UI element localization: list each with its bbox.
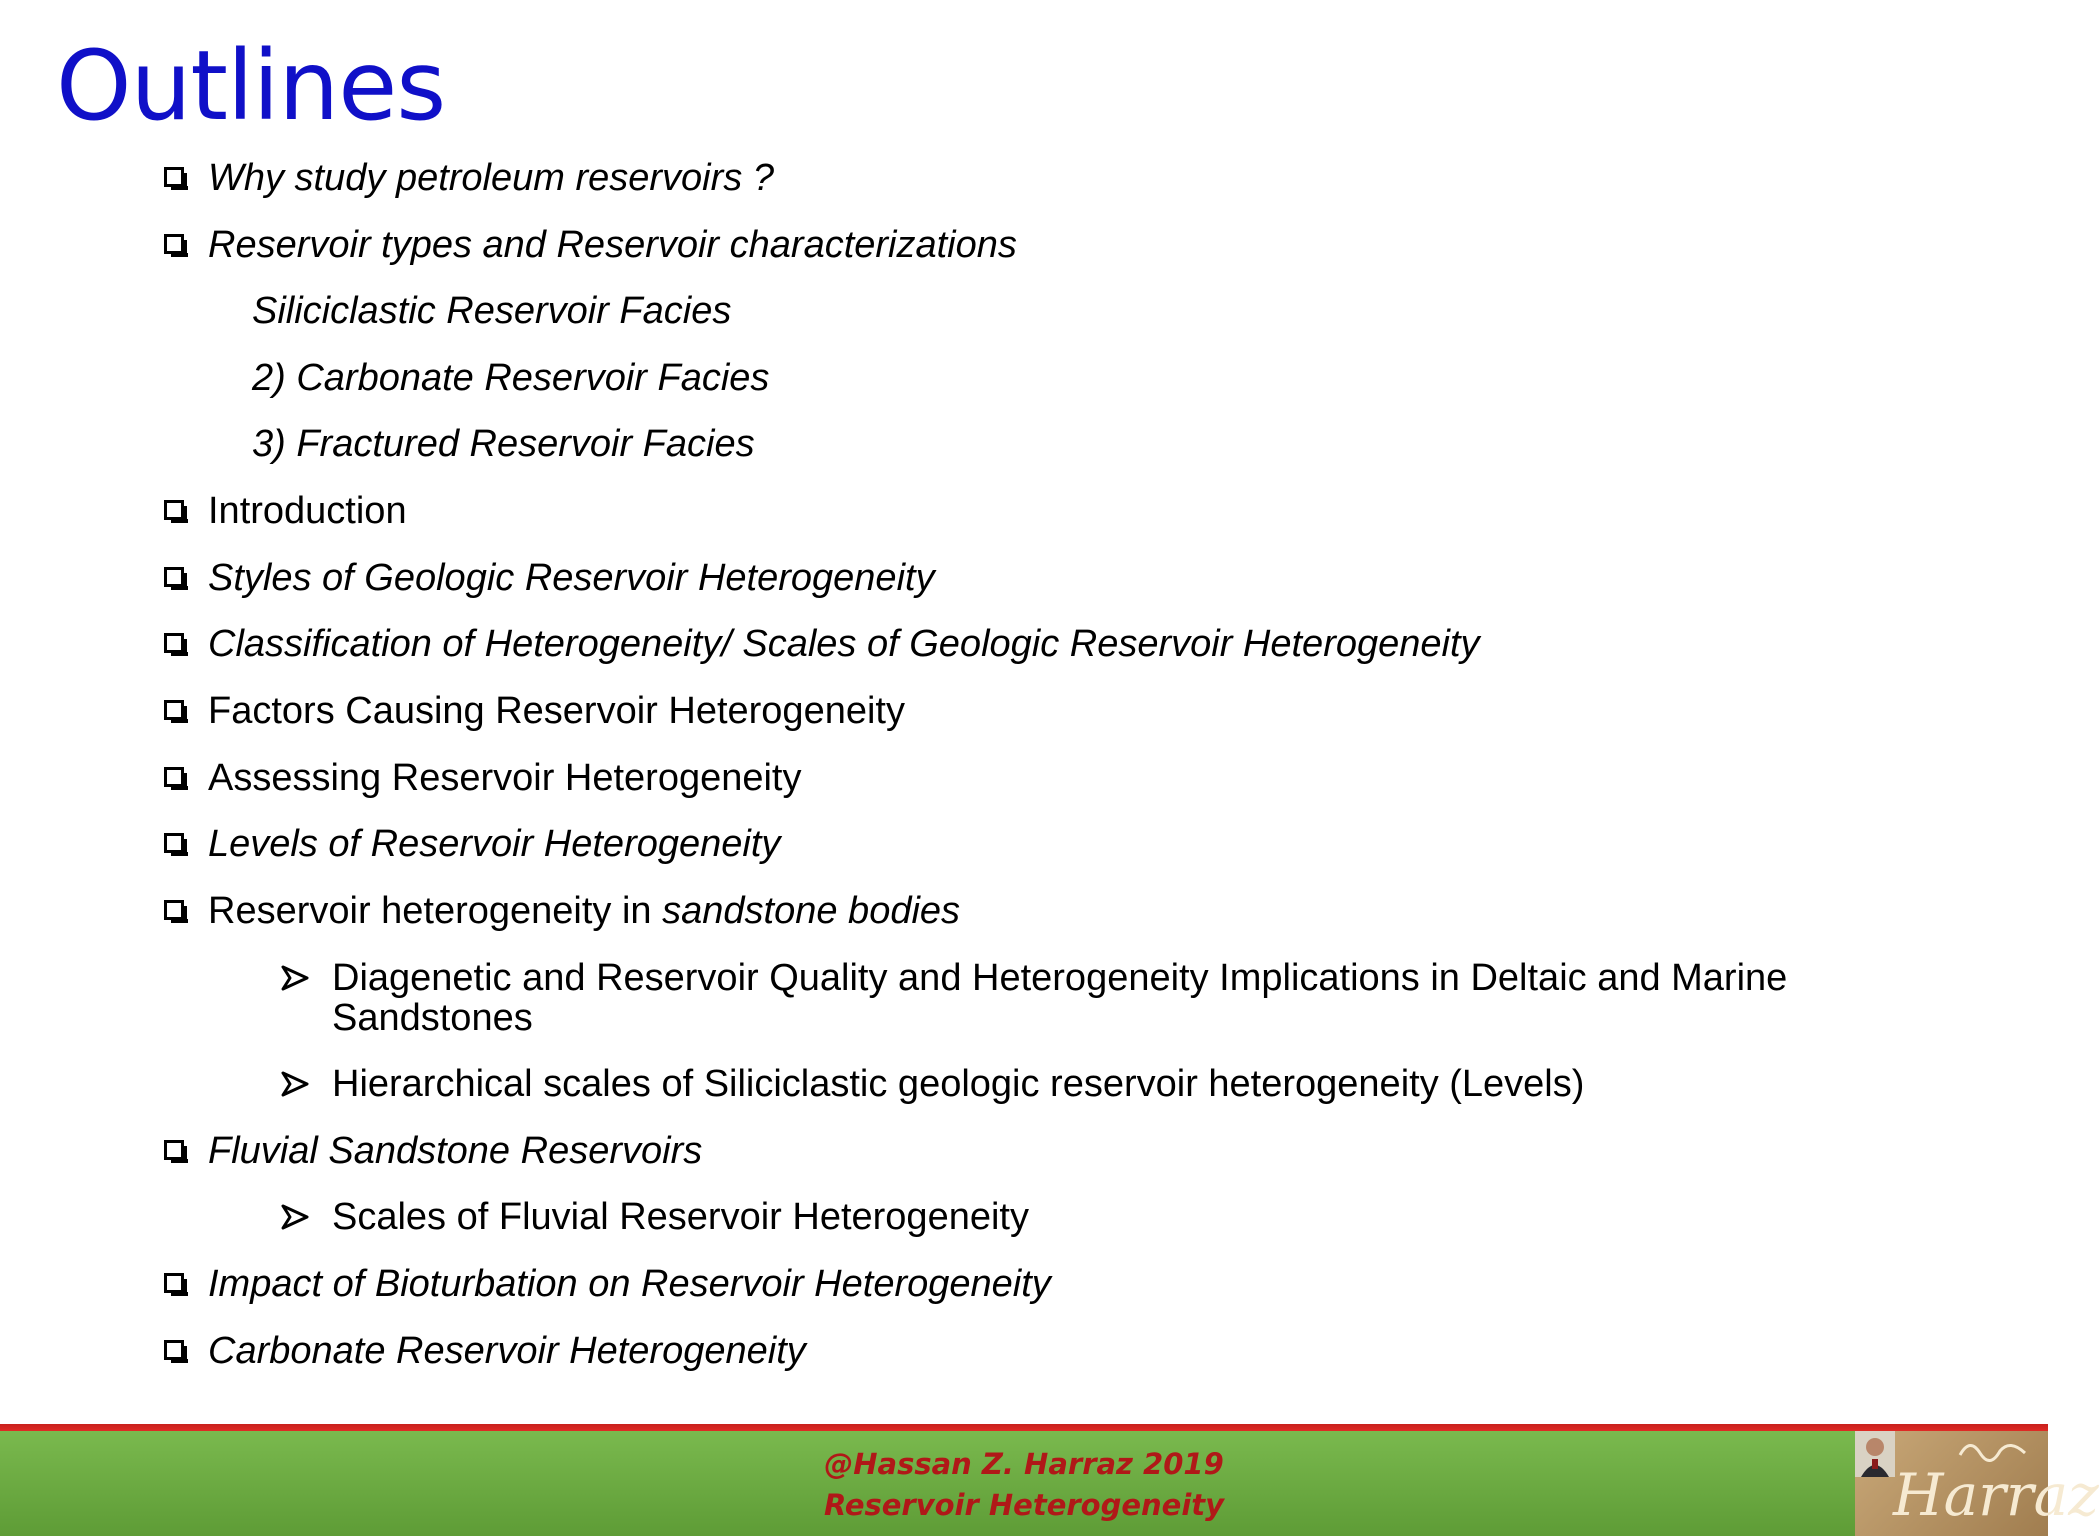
- arrow-bullet-icon: [280, 964, 310, 992]
- outline-item: [280, 1064, 1584, 1104]
- checkbox-bullet-icon: [164, 234, 184, 254]
- outline-item-text: Classification of Heterogeneity/ Scales of Geologic Reservoir Heterogeneity: [208, 623, 1480, 665]
- outline-item: [280, 1197, 1029, 1237]
- outline-item: [252, 358, 769, 398]
- outline-item-text: 2) Carbonate Reservoir Facies: [252, 357, 770, 399]
- outline-item-text: Scales of Fluvial Reservoir Heterogeneity: [332, 1196, 1029, 1238]
- outline-item-text: Reservoir types and Reservoir characterizations: [208, 224, 1017, 266]
- outline-item: [252, 291, 731, 331]
- outline-item: [164, 225, 1017, 265]
- outline-item: [164, 691, 905, 731]
- outline-item: [164, 491, 407, 531]
- checkbox-bullet-icon: [164, 833, 184, 853]
- checkbox-bullet-icon: [164, 767, 184, 787]
- outline-item: [164, 1131, 702, 1171]
- outline-item-text: Hierarchical scales of Siliciclastic geologic reservoir heterogeneity (Levels): [332, 1063, 1585, 1105]
- outline-item: [280, 958, 1972, 1038]
- checkbox-bullet-icon: [164, 700, 184, 720]
- outline-item-text: 3) Fractured Reservoir Facies: [252, 423, 755, 465]
- checkbox-bullet-icon: [164, 633, 184, 653]
- outline-item: [252, 424, 755, 464]
- checkbox-bullet-icon: [164, 1140, 184, 1160]
- checkbox-bullet-icon: [164, 167, 184, 187]
- outline-item: [164, 624, 1480, 664]
- logo-arabic-script-icon: [1955, 1433, 2035, 1463]
- arrow-bullet-icon: [280, 1070, 310, 1098]
- arrow-bullet-icon: [280, 1203, 310, 1231]
- outline-item-text: Impact of Bioturbation on Reservoir Heterogeneity: [208, 1263, 1051, 1305]
- outline-item-text: Why study petroleum reservoirs ?: [208, 157, 774, 199]
- outline-item: [164, 824, 780, 864]
- outline-item-text: Styles of Geologic Reservoir Heterogeneity: [208, 557, 935, 599]
- outline-item-text: Levels of Reservoir Heterogeneity: [208, 823, 781, 865]
- footer-divider: [0, 1424, 2048, 1431]
- checkbox-bullet-icon: [164, 567, 184, 587]
- checkbox-bullet-icon: [164, 500, 184, 520]
- outline-item: [164, 1264, 1051, 1304]
- outline-item: [164, 758, 802, 798]
- outline-item: [164, 1331, 806, 1371]
- checkbox-bullet-icon: [164, 1273, 184, 1293]
- outline-item-text: Carbonate Reservoir Heterogeneity: [208, 1330, 806, 1372]
- outline-item-emphasis: sandstone bodies: [662, 890, 961, 932]
- outline-item-text: Introduction: [208, 490, 407, 532]
- checkbox-bullet-icon: [164, 900, 184, 920]
- outline-item-line: [208, 891, 960, 931]
- outline-item-text: Siliciclastic Reservoir Facies: [252, 290, 732, 332]
- harraz-logo: [1855, 1431, 2099, 1536]
- footer-topic: Reservoir Heterogeneity: [823, 1488, 1225, 1522]
- outline-item-text: Factors Causing Reservoir Heterogeneity: [208, 690, 905, 732]
- outline-item: [164, 158, 774, 198]
- outline-item-text: Fluvial Sandstone Reservoirs: [208, 1130, 703, 1172]
- outline-item: [164, 891, 960, 931]
- checkbox-bullet-icon: [164, 1340, 184, 1360]
- author-portrait-icon: [1855, 1431, 1895, 1477]
- outline-item-text: Reservoir heterogeneity in: [208, 890, 663, 932]
- outline-item: [164, 558, 935, 598]
- slide-title: Outlines: [56, 30, 446, 142]
- logo-script: Harraz: [1893, 1461, 2099, 1529]
- outline-item-text: Assessing Reservoir Heterogeneity: [208, 757, 802, 799]
- outline-item-text: Diagenetic and Reservoir Quality and Heterogeneity Implications in Deltaic and Marine Sandstones: [332, 957, 1788, 1039]
- footer-author: @Hassan Z. Harraz 2019: [824, 1447, 1224, 1481]
